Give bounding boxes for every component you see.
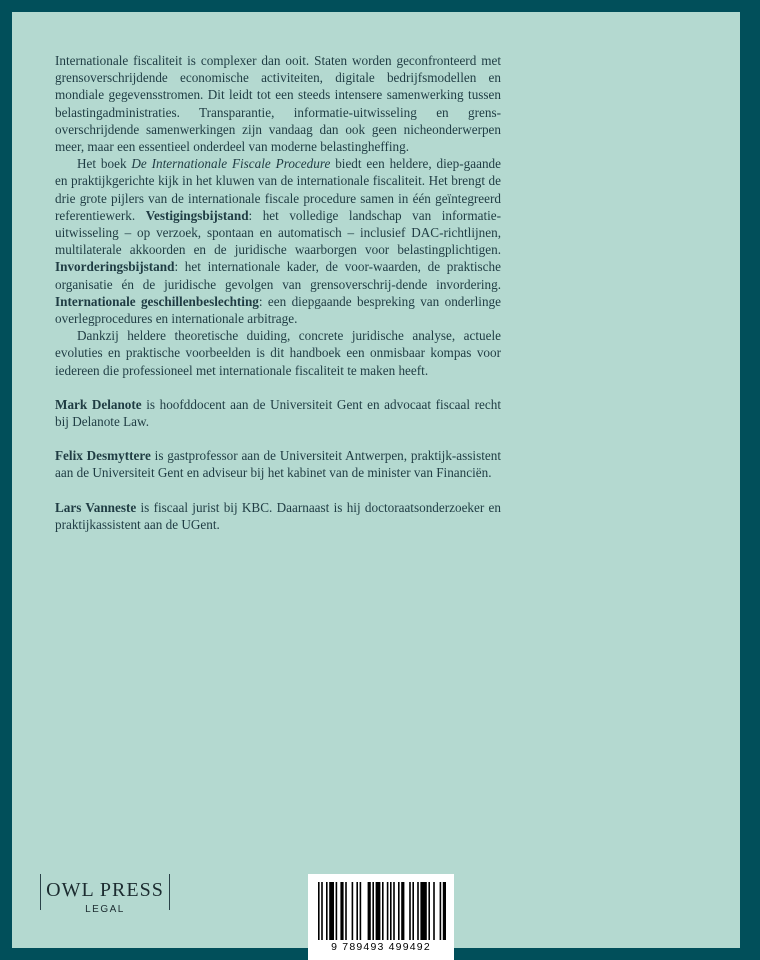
- barcode-bar: [420, 882, 426, 940]
- publisher-logo: [40, 874, 170, 922]
- back-cover-panel: [12, 12, 740, 953]
- author-name: Lars Vanneste: [55, 499, 137, 515]
- barcode-bar: [428, 882, 430, 940]
- author-bio-text: is gastprofessor aan de Universiteit Antwerpen, praktijk-assistent aan de Universiteit Gent en adviseur bij het kabinet van de minister van Financiën.: [55, 448, 501, 481]
- pillar-3-text: : een diepgaande bespreking van onderlinge overlegprocedures en internationale arbitrage.: [55, 293, 501, 327]
- author-name: Felix Desmyttere: [55, 448, 151, 464]
- author-name: Mark Delanote: [55, 396, 142, 412]
- barcode-bar: [412, 882, 414, 940]
- barcode-bar: [393, 882, 395, 940]
- pillar-3-heading: Internationale geschillenbeslechting: [55, 293, 259, 309]
- barcode-bar: [398, 882, 400, 940]
- barcode-bar: [376, 882, 381, 940]
- barcode-bar: [440, 882, 442, 940]
- barcode-bar: [360, 882, 362, 940]
- publisher-name: OWL PRESS: [46, 879, 164, 901]
- author-bio-2: [55, 447, 501, 481]
- barcode-bar: [356, 882, 358, 940]
- pillar-1-heading: Vestigingsbijstand: [145, 207, 249, 223]
- barcode-bar: [318, 882, 320, 940]
- barcode-bar: [340, 882, 343, 940]
- barcode-bar: [409, 882, 411, 940]
- barcode-bar: [417, 882, 419, 940]
- barcode-bar: [390, 882, 392, 940]
- barcode-bar: [329, 882, 334, 940]
- blurb-p2-intro: Het boek: [77, 156, 132, 172]
- publisher-imprint: LEGAL: [85, 904, 125, 915]
- barcode-bars: [316, 882, 446, 940]
- barcode-bar: [368, 882, 371, 940]
- author-bio-3: [55, 499, 501, 533]
- blurb-paragraph-2: [55, 155, 501, 327]
- pillar-2-text: : het internationale kader, de voor-waarden, de praktische organisatie én de juridische gevolgen van grensoverschrij-dende invordering.: [55, 259, 501, 292]
- barcode-bar: [345, 882, 347, 940]
- barcode-bar: [336, 882, 338, 940]
- barcode-bar: [372, 882, 374, 940]
- isbn-barcode: [308, 874, 454, 960]
- barcode-bar: [401, 882, 404, 940]
- blurb-paragraph-1: Internationale fiscaliteit is complexer dan ooit. Staten worden geconfronteerd met grensoverschrijdende economische activiteiten, digitale bedrijfsmodellen en mondiale gegevensstromen. Dit leidt tot een steeds intensere samenwerking tussen belastingadministraties. Transparantie, informatie-uitwisseling en grens-overschrijdende samenwerkingen zijn vandaag dan ook geen nicheonderwerpen meer, maar een essentieel onderdeel van moderne belastingheffing.: [55, 53, 501, 155]
- pillar-2-heading: Invorderingsbijstand: [55, 259, 175, 275]
- author-bio-text: is hoofddocent aan de Universiteit Gent en advocaat fiscaal recht bij Delanote Law.: [55, 396, 501, 430]
- barcode-bar: [433, 882, 435, 940]
- book-title: De Internationale Fiscale Procedure: [131, 156, 331, 172]
- barcode-bar: [443, 882, 446, 940]
- barcode-bar: [321, 882, 323, 940]
- barcode-bar: [387, 882, 389, 940]
- barcode-bar: [352, 882, 354, 940]
- author-bio-1: [55, 396, 501, 430]
- author-bio-text: is fiscaal jurist bij KBC. Daarnaast is hij doctoraatsonderzoeker en praktijkassistent aan de UGent.: [55, 499, 501, 532]
- cover-text: [55, 52, 501, 533]
- blurb-paragraph-3: Dankzij heldere theoretische duiding, concrete juridische analyse, actuele evoluties en praktische voorbeelden is dit handboek een onmisbaar kompas voor iedereen die professioneel met internationale fiscaliteit te maken heeft.: [55, 328, 501, 378]
- isbn-number: 9 789493 499492: [331, 941, 431, 953]
- barcode-bar: [326, 882, 328, 940]
- blurb-p2-body: biedt een heldere, diep-gaande en praktijkgerichte kijk in het kluwen van de internationale fiscaliteit. Het brengt de drie grote pijlers van de internationale fiscale procedure samen in één geïntegreerd referentiewerk.: [55, 156, 501, 223]
- pillar-1-text: : het volledige landschap van informatie-uitwisseling – op verzoek, spontaan en automatisch – inclusief DAC-richtlijnen, multilaterale akkoorden en de juridische waarborgen voor belastingplichtigen.: [55, 207, 502, 258]
- barcode-bar: [382, 882, 384, 940]
